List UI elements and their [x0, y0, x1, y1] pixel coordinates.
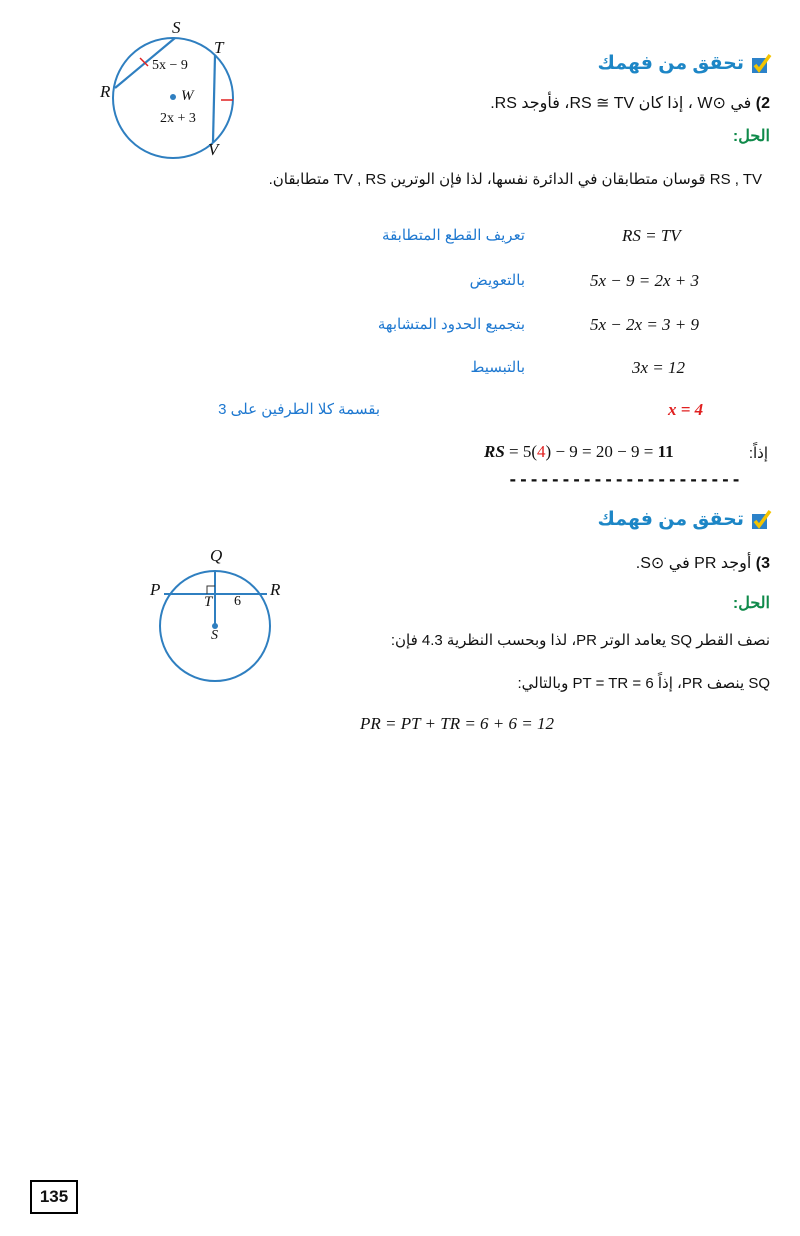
heading-text: تحقق من فهمك: [597, 509, 744, 530]
step-2-reason: بالتعويض: [469, 272, 525, 289]
result-prefix: إذاً:: [748, 445, 768, 462]
label-T: T: [214, 38, 224, 57]
step-5-expr: x = 4: [668, 400, 704, 419]
question-2: [490, 93, 770, 113]
label-Q: Q: [210, 546, 223, 565]
question-text: أوجد PR في ⊙S.: [635, 555, 752, 572]
result-lhs: RS: [484, 442, 505, 461]
step-1-expr: RS = TV: [622, 226, 681, 245]
step-1-reason: تعريف القطع المتطابقة: [382, 227, 525, 244]
checkbox-check-icon: [750, 509, 772, 531]
theorem-line: نصف القطر SQ يعامد الوتر PR، لذا وبحسب النظرية 4.3 فإن:: [390, 632, 770, 649]
result-part2: ) − 9 = 20 − 9 =: [545, 442, 658, 461]
chord-tv-label: 2x + 3: [160, 111, 196, 126]
label-R: R: [270, 580, 281, 599]
label-R: R: [100, 82, 111, 101]
checkbox-check-icon: [750, 53, 772, 75]
result-part1: = 5(: [504, 442, 538, 461]
solution-label-2: الحل:: [732, 128, 770, 145]
check-understanding-heading-2: [598, 52, 772, 75]
solution-label-3: الحل:: [732, 595, 770, 612]
step-5-reason: بقسمة كلا الطرفين على 3: [218, 401, 380, 418]
question-3: [636, 553, 770, 573]
label-T: T: [204, 594, 213, 610]
step-3-reason: بتجميع الحدود المتشابهة: [377, 316, 525, 333]
step-2-expr: 5x − 9 = 2x + 3: [590, 271, 700, 290]
label-S: S: [172, 18, 181, 37]
question-number: 2): [755, 95, 770, 112]
question-number: 3): [755, 555, 770, 572]
page-number: 135: [30, 1180, 78, 1214]
chord-rs-label: 5x − 9: [152, 58, 188, 73]
step-3-expr: 5x − 2x = 3 + 9: [590, 315, 700, 334]
label-V: V: [208, 140, 219, 159]
heading-text: تحقق من فهمك: [597, 53, 744, 74]
result-substitution: 4: [537, 442, 546, 461]
label-W: W: [181, 88, 194, 104]
step-4-expr: 3x = 12: [632, 358, 686, 377]
intro-line: RS , TV قوسان متطابقان في الدائرة نفسها، لذا فإن الوترين TV , RS متطابقان.: [268, 171, 762, 188]
bisect-line: SQ ينصف PR، إذاً PT = TR = 6 وبالتالي:: [517, 675, 770, 692]
divider: ----------------------: [508, 470, 742, 489]
question-text: في ⊙W ، إذا كان RS ≅ TV، فأوجد RS.: [490, 95, 752, 112]
check-understanding-heading-3: [598, 508, 772, 531]
result-value: 11: [657, 442, 674, 461]
result-line: [484, 442, 674, 462]
label-P: P: [150, 580, 161, 599]
step-4-reason: بالتبسيط: [470, 359, 525, 376]
final-equation: PR = PT + TR = 6 + 6 = 12: [360, 714, 554, 733]
label-S: S: [211, 628, 218, 643]
segment-length: 6: [234, 594, 241, 609]
